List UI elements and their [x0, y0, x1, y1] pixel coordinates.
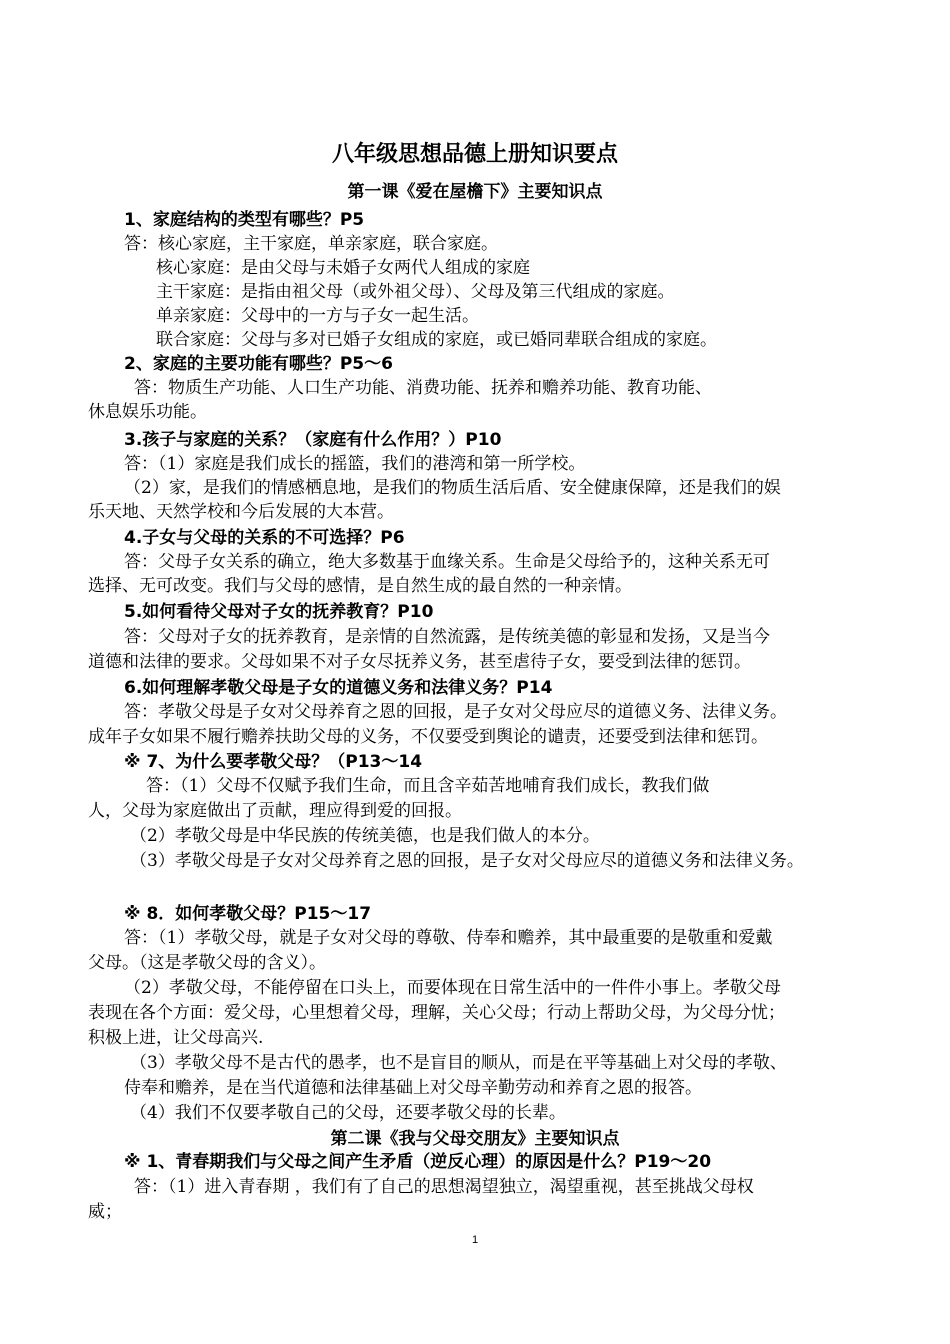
text-line: 答：孝敬父母是子女对父母养育之恩的回报，是子女对父母应尽的道德义务、法律义务。 [124, 702, 787, 722]
question-heading: 5.如何看待父母对子女的抚养教育？P10 [124, 602, 434, 622]
question-heading: ※ 1、青春期我们与父母之间产生矛盾（逆反心理）的原因是什么？P19～20 [124, 1152, 712, 1172]
text-line: 人，父母为家庭做出了贡献，理应得到爱的回报。 [88, 801, 462, 821]
question-heading: 4.子女与父母的关系的不可选择？P6 [124, 528, 405, 548]
text-line: （2）孝敬父母是中华民族的传统美德，也是我们做人的本分。 [130, 826, 600, 846]
text-line: 答：物质生产功能、人口生产功能、消费功能、抚养和赡养功能、教育功能、 [134, 378, 712, 398]
text-line: 核心家庭：是由父母与未婚子女两代人组成的家庭 [156, 258, 530, 278]
text-line: （4）我们不仅要孝敬自己的父母，还要孝敬父母的长辈。 [130, 1103, 566, 1123]
text-line: （3）孝敬父母不是古代的愚孝，也不是盲目的顺从，而是在平等基础上对父母的孝敬、 [130, 1053, 787, 1073]
text-line: 答：（1）孝敬父母，就是子女对父母的尊敬、侍奉和赡养，其中最重要的是敬重和爱戴 [124, 928, 773, 948]
text-line: （3）孝敬父母是子女对父母养育之恩的回报，是子女对父母应尽的道德义务和法律义务。 [130, 851, 804, 871]
text-line: 休息娱乐功能。 [88, 402, 207, 422]
text-line: 积极上进，让父母高兴. [88, 1028, 264, 1048]
text-line: 父母。（这是孝敬父母的含义）。 [88, 953, 326, 973]
text-line: 侍奉和赡养，是在当代道德和法律基础上对父母辛勤劳动和养育之恩的报答。 [124, 1078, 702, 1098]
text-line: 答：父母子女关系的确立，绝大多数基于血缘关系。生命是父母给予的，这种关系无可 [124, 552, 770, 572]
lesson-2-heading: 第二课《我与父母交朋友》主要知识点 [330, 1129, 620, 1149]
text-line: （2）家，是我们的情感栖息地，是我们的物质生活后盾、安全健康保障，还是我们的娱 [124, 478, 781, 498]
text-line: 道德和法律的要求。父母如果不对子女尽抚养义务，甚至虐待子女，要受到法律的惩罚。 [88, 652, 751, 672]
question-heading: 1、家庭结构的类型有哪些？P5 [124, 210, 365, 230]
page-number: 1 [471, 1234, 479, 1246]
text-line: 单亲家庭：父母中的一方与子女一起生活。 [156, 306, 479, 326]
lesson-1-heading: 第一课《爱在屋檐下》主要知识点 [347, 182, 603, 202]
text-line: 成年子女如果不履行赡养扶助父母的义务，不仅要受到舆论的谴责，还要受到法律和惩罚。 [88, 727, 768, 747]
text-line: 答：核心家庭，主干家庭，单亲家庭，联合家庭。 [124, 234, 498, 254]
text-line: 乐天地、天然学校和今后发展的大本营。 [88, 502, 394, 522]
question-heading: ※ 8．如何孝敬父母？P15～17 [124, 904, 372, 924]
text-line: 答：（1）进入青春期 ，我们有了自己的思想渴望独立，渴望重视，甚至挑战父母权 [134, 1177, 754, 1197]
text-line: 答：父母对子女的抚养教育，是亲情的自然流露，是传统美德的彰显和发扬，又是当今 [124, 627, 770, 647]
document-title: 八年级思想品德上册知识要点 [331, 142, 618, 167]
text-line: 主干家庭：是指由祖父母（或外祖父母）、父母及第三代组成的家庭。 [156, 282, 675, 302]
question-heading: 2、家庭的主要功能有哪些？P5～6 [124, 354, 393, 374]
text-line: 选择、无可改变。我们与父母的感情，是自然生成的最自然的一种亲情。 [88, 576, 632, 596]
question-heading: ※ 7、为什么要孝敬父母？（P13～14 [124, 752, 423, 772]
text-line: 联合家庭：父母与多对已婚子女组成的家庭，或已婚同辈联合组成的家庭。 [156, 330, 717, 350]
text-line: 表现在各个方面：爱父母，心里想着父母，理解，关心父母；行动上帮助父母，为父母分忧； [88, 1003, 785, 1023]
question-heading: 6.如何理解孝敬父母是子女的道德义务和法律义务？P14 [124, 678, 553, 698]
text-line: 答：（1）家庭是我们成长的摇篮，我们的港湾和第一所学校。 [124, 454, 586, 474]
text-line: 答：（1）父母不仅赋予我们生命，而且含辛茹苦地哺育我们成长，教我们做 [146, 776, 710, 796]
text-line: 威； [88, 1202, 122, 1222]
text-line: （2）孝敬父母，不能停留在口头上，而要体现在日常生活中的一件件小事上。孝敬父母 [124, 978, 781, 998]
question-heading: 3.孩子与家庭的关系？（家庭有什么作用？）P10 [124, 430, 502, 450]
